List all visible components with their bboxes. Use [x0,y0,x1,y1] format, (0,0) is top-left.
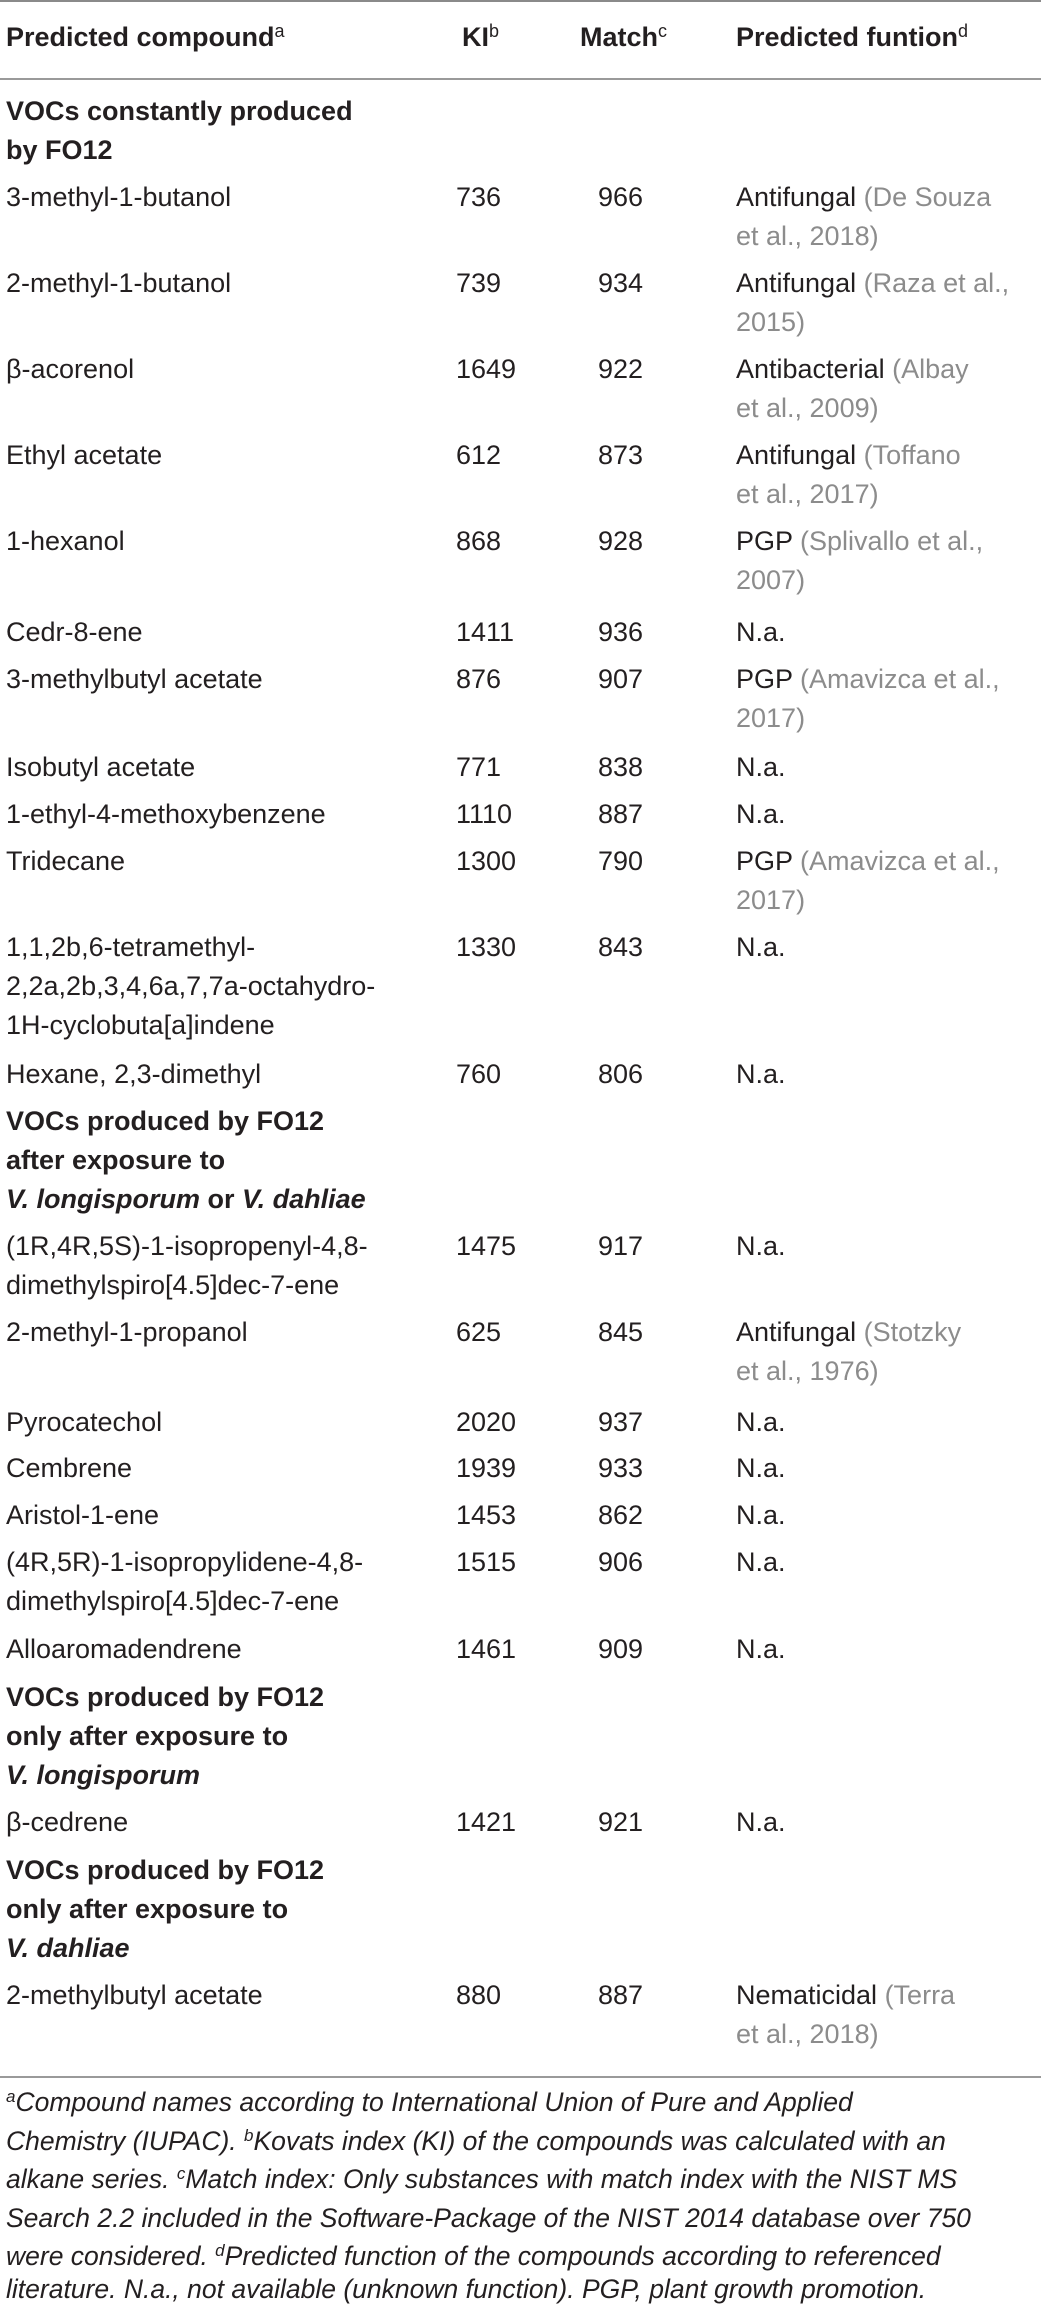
predicted-function: N.a. [736,799,786,829]
predicted-function: N.a. [736,1807,786,1837]
ki-value: 1649 [456,354,517,384]
header-compound-label: Predicted compound [6,22,275,52]
section-heading [6,1756,200,1795]
footnote-text: Chemistry (IUPAC). [6,2126,245,2156]
footnote-text: Kovats index (KI) of the compounds was calculated with an [253,2126,946,2156]
compound-name: 1,1,2b,6-tetramethyl- [6,932,256,962]
footnote-line [6,2160,1036,2199]
match-value: 936 [598,617,644,647]
compound-name: Cedr-8-ene [6,617,143,647]
ki-value: 2020 [456,1407,517,1437]
ki-value: 1330 [456,932,517,962]
predicted-function [736,436,961,475]
header-compound [6,22,285,53]
function-label: PGP [736,846,793,876]
ki-value: 760 [456,1059,502,1089]
function-label: Antibacterial [736,354,885,384]
header-function-sup: d [958,21,969,41]
predicted-function [736,842,1000,881]
section-heading: VOCs constantly produced [6,96,353,126]
footnote-text: alkane series. [6,2164,177,2194]
compound-name: 2-methylbutyl acetate [6,1980,263,2010]
header-function-label: Predicted funtion [736,22,958,52]
reference-link[interactable]: (Splivallo et al., [792,526,984,556]
section-heading: VOCs produced by FO12 [6,1855,325,1885]
match-value: 934 [598,268,644,298]
reference-link[interactable]: et al., 2018) [736,221,879,251]
ki-value: 1300 [456,846,517,876]
predicted-function: N.a. [736,1231,786,1261]
predicted-function [736,264,1009,303]
compound-name: β-cedrene [6,1807,129,1837]
reference-link[interactable]: et al., 1976) [736,1356,879,1386]
ki-value: 876 [456,664,502,694]
ki-value: 612 [456,440,502,470]
predicted-function [736,350,969,389]
match-value: 790 [598,846,644,876]
match-value: 843 [598,932,644,962]
function-label: Antifungal [736,440,857,470]
match-value: 838 [598,752,644,782]
compound-name: Ethyl acetate [6,440,163,470]
species-name: V. dahliae [242,1184,366,1214]
footnote-text: Match index: Only substances with match index with the NIST MS [185,2164,958,2194]
function-label: Antifungal [736,268,857,298]
section-heading: by FO12 [6,135,113,165]
reference-link[interactable]: 2017) [736,885,806,915]
footnote-text: Predicted function of the compounds according to referenced [224,2241,941,2271]
top-rule [0,0,1041,2]
reference-link[interactable]: (Terra [877,1980,956,2010]
ki-value: 1421 [456,1807,517,1837]
footnote-marker: c [176,2164,186,2183]
predicted-function: N.a. [736,1059,786,1089]
compound-name: Alloaromadendrene [6,1634,242,1664]
ki-value: 1411 [456,617,515,647]
function-label: Antifungal [736,1317,857,1347]
match-value: 933 [598,1453,644,1483]
ki-value: 736 [456,182,502,212]
predicted-function: N.a. [736,932,786,962]
compound-name: 1-hexanol [6,526,125,556]
compound-name: Aristol-1-ene [6,1500,160,1530]
footnote-line [6,2083,1036,2122]
match-value: 909 [598,1634,644,1664]
predicted-function [736,178,991,217]
reference-link[interactable]: (Amavizca et al., [792,664,1000,694]
predicted-function: N.a. [736,752,786,782]
compound-name: 2,2a,2b,3,4,6a,7,7a-octahydro- [6,971,376,1001]
ki-value: 1110 [456,799,513,829]
ki-value: 771 [456,752,502,782]
reference-link[interactable]: (Albay [884,354,969,384]
predicted-function: N.a. [736,1500,786,1530]
footnote-line: literature. N.a., not available (unknown function). PGP, plant growth promotion. [6,2274,927,2304]
predicted-function: N.a. [736,1453,786,1483]
footnote-marker: b [244,2126,254,2145]
header-compound-sup: a [274,21,285,41]
compound-name: Pyrocatechol [6,1407,163,1437]
reference-link[interactable]: (Raza et al., [856,268,1010,298]
header-match [580,22,667,53]
function-label: PGP [736,664,793,694]
bottom-rule [0,2076,1041,2078]
predicted-function: N.a. [736,1407,786,1437]
predicted-function [736,522,983,561]
compound-name: Tridecane [6,846,126,876]
compound-name: 1H-cyclobuta[a]indene [6,1010,275,1040]
predicted-function [736,1976,955,2015]
compound-name: Hexane, 2,3-dimethyl [6,1059,262,1089]
section-heading: only after exposure to [6,1894,289,1924]
match-value: 845 [598,1317,644,1347]
predicted-function: N.a. [736,1634,786,1664]
compound-name: dimethylspiro[4.5]dec-7-ene [6,1586,340,1616]
match-value: 937 [598,1407,644,1437]
match-value: 806 [598,1059,644,1089]
section-heading [6,1180,366,1219]
compound-name: (4R,5R)-1-isopropylidene-4,8- [6,1547,364,1577]
match-value: 917 [598,1231,644,1261]
ki-value: 1515 [456,1547,517,1577]
section-connector: or [200,1184,243,1214]
reference-link[interactable]: 2007) [736,565,806,595]
match-value: 887 [598,799,644,829]
match-value: 862 [598,1500,644,1530]
ki-value: 1475 [456,1231,517,1261]
header-rule [0,78,1041,80]
function-label: PGP [736,526,793,556]
ki-value: 868 [456,526,502,556]
compound-name: 2-methyl-1-propanol [6,1317,248,1347]
ki-value: 625 [456,1317,502,1347]
reference-link[interactable]: 2015) [736,307,806,337]
reference-link[interactable]: (Toffano [856,440,961,470]
section-heading: VOCs produced by FO12 [6,1106,325,1136]
match-value: 966 [598,182,644,212]
header-function [736,22,968,53]
header-ki [462,22,499,53]
predicted-function: N.a. [736,617,786,647]
match-value: 922 [598,354,644,384]
footnote-text: Compound names according to International Union of Pure and Applied [15,2087,853,2117]
compound-name: dimethylspiro[4.5]dec-7-ene [6,1270,340,1300]
footnote-marker: d [215,2241,225,2260]
function-label: Antifungal [736,182,857,212]
section-heading [6,1929,130,1968]
species-name: V. longisporum [6,1184,201,1214]
predicted-function: N.a. [736,1547,786,1577]
ki-value: 1461 [456,1634,517,1664]
match-value: 907 [598,664,644,694]
ki-value: 1939 [456,1453,517,1483]
match-value: 887 [598,1980,644,2010]
match-value: 906 [598,1547,644,1577]
predicted-function [736,1313,961,1352]
reference-link[interactable]: 2017) [736,703,806,733]
header-ki-sup: b [489,21,500,41]
predicted-function [736,660,1000,699]
header-match-sup: c [658,21,668,41]
section-heading: VOCs produced by FO12 [6,1682,325,1712]
footnote-line: Search 2.2 included in the Software-Package of the NIST 2014 database over 750 [6,2203,971,2233]
footnote-marker: a [6,2087,16,2106]
reference-link[interactable]: et al., 2009) [736,393,879,423]
match-value: 873 [598,440,644,470]
match-value: 928 [598,526,644,556]
footnote-line [6,2122,1036,2161]
compound-name: Cembrene [6,1453,133,1483]
species-name: V. longisporum [6,1760,201,1790]
compound-name: Isobutyl acetate [6,752,196,782]
section-heading: only after exposure to [6,1721,289,1751]
reference-link[interactable]: (Amavizca et al., [792,846,1000,876]
reference-link[interactable]: (Stotzky [856,1317,962,1347]
compound-name: (1R,4R,5S)-1-isopropenyl-4,8- [6,1231,368,1261]
compound-name: 1-ethyl-4-methoxybenzene [6,799,326,829]
footnote-text: were considered. [6,2241,216,2271]
header-match-label: Match [580,22,659,52]
compound-name: 2-methyl-1-butanol [6,268,232,298]
compound-name: β-acorenol [6,354,135,384]
ki-value: 880 [456,1980,502,2010]
reference-link[interactable]: et al., 2017) [736,479,879,509]
species-name: V. dahliae [6,1933,130,1963]
reference-link[interactable]: (De Souza [856,182,992,212]
section-heading: after exposure to [6,1145,226,1175]
match-value: 921 [598,1807,644,1837]
function-label: Nematicidal [736,1980,878,2010]
ki-value: 739 [456,268,502,298]
header-ki-label: KI [462,22,489,52]
ki-value: 1453 [456,1500,517,1530]
compound-name: 3-methyl-1-butanol [6,182,232,212]
reference-link[interactable]: et al., 2018) [736,2019,879,2049]
compound-name: 3-methylbutyl acetate [6,664,263,694]
